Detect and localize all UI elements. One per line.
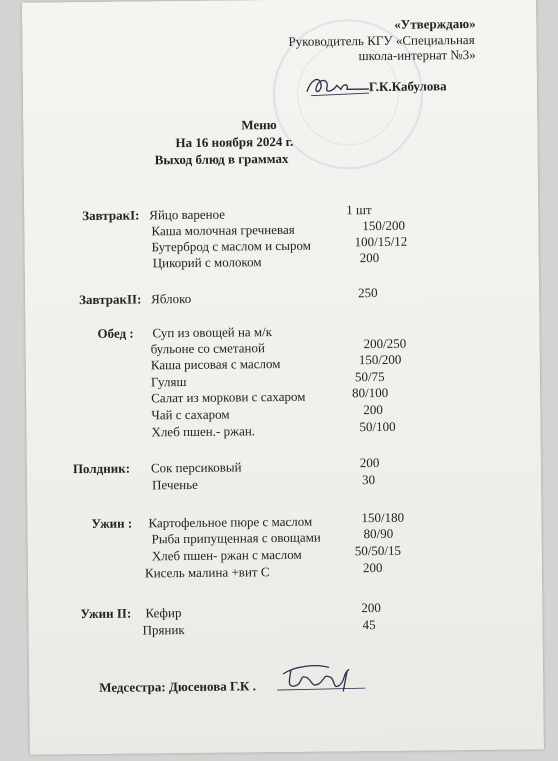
menu-item-amount: 1 шт bbox=[346, 202, 372, 218]
document-sheet bbox=[22, 0, 544, 755]
menu-item-amount: 150/200 bbox=[362, 217, 406, 234]
menu-item-amount: 80/100 bbox=[352, 384, 389, 401]
nurse-signature bbox=[277, 659, 367, 696]
menu-item-amount: 150/200 bbox=[358, 351, 402, 368]
menu-item-amount: 50/75 bbox=[354, 368, 385, 385]
approval-line1: Руководитель КГУ «Специальная bbox=[288, 31, 475, 49]
menu-title: Меню bbox=[241, 117, 277, 133]
menu-item-name: Суп из овощей на м/к bbox=[152, 324, 273, 341]
meal-label-breakfast2: ЗавтракII: bbox=[79, 291, 142, 308]
menu-item-amount: 200 bbox=[361, 599, 381, 616]
menu-item-amount: 45 bbox=[362, 617, 376, 633]
menu-item-amount: 50/100 bbox=[359, 418, 396, 435]
director-signature bbox=[303, 71, 373, 102]
approval-signer: Г.К.Кабулова bbox=[368, 78, 447, 95]
menu-item-amount: 200 bbox=[359, 454, 380, 471]
menu-item-amount: 250 bbox=[357, 284, 378, 301]
menu-item-name: Печенье bbox=[151, 476, 198, 493]
meal-label-breakfast1: ЗавтракI: bbox=[82, 207, 140, 224]
menu-item-name: Бутерброд с маслом и сыром bbox=[151, 237, 311, 255]
menu-item-name: Гуляш bbox=[150, 373, 187, 390]
menu-item-amount: 30 bbox=[361, 472, 376, 488]
menu-item-amount: 200 bbox=[363, 401, 383, 418]
menu-item-name: бульоне со сметаной bbox=[150, 340, 265, 357]
menu-item-amount: 50/50/15 bbox=[354, 542, 402, 559]
menu-item-name: Каша молочная гречневая bbox=[151, 221, 295, 239]
menu-item-name: Рыба припущенная с овощами bbox=[151, 529, 321, 547]
menu-item-name: Кефир bbox=[145, 605, 182, 621]
menu-item-amount: 80/90 bbox=[363, 525, 394, 542]
menu-item-name: Пряник bbox=[142, 622, 185, 638]
menu-item-amount: 200 bbox=[362, 559, 383, 576]
menu-item-name: Яблоко bbox=[151, 290, 192, 307]
meal-label-dinner: Ужин : bbox=[91, 515, 133, 531]
menu-item-name: Картофельное пюре с маслом bbox=[148, 513, 313, 531]
menu-item-name: Сок персиковый bbox=[150, 459, 242, 476]
menu-item-name: Хлеб пшен- ржан с маслом bbox=[151, 546, 302, 564]
menu-item-name: Салат из моркови с сахаром bbox=[151, 388, 306, 406]
menu-item-amount: 150/180 bbox=[361, 509, 405, 526]
menu-item-amount: 100/15/12 bbox=[354, 233, 408, 250]
menu-item-amount: 200/250 bbox=[363, 335, 407, 352]
menu-item-name: Каша рисовая с маслом bbox=[150, 356, 281, 373]
meal-label-lunch: Обед : bbox=[97, 325, 134, 341]
approval-line2: школа-интернат №3» bbox=[358, 46, 476, 64]
approval-title: «Утверждаю» bbox=[394, 15, 476, 32]
menu-item-name: Цикорий с молоком bbox=[152, 254, 262, 271]
meal-label-snack: Полдник: bbox=[72, 460, 131, 477]
menu-item-name: Чай с сахаром bbox=[151, 406, 230, 423]
menu-item-name: Яйцо вареное bbox=[149, 206, 226, 223]
meal-label-dinner2: Ужин II: bbox=[80, 605, 132, 622]
nurse-name: Медсестра: Дюсенова Г.К . bbox=[99, 678, 257, 695]
menu-subtitle: Выход блюд в граммах bbox=[154, 150, 289, 168]
menu-item-amount: 200 bbox=[359, 249, 380, 266]
menu-item-name: Хлеб пшен.- ржан. bbox=[151, 423, 256, 440]
menu-date: На 16 ноября 2024 г. bbox=[175, 133, 294, 151]
menu-item-name: Кисель малина +вит С bbox=[144, 564, 270, 581]
